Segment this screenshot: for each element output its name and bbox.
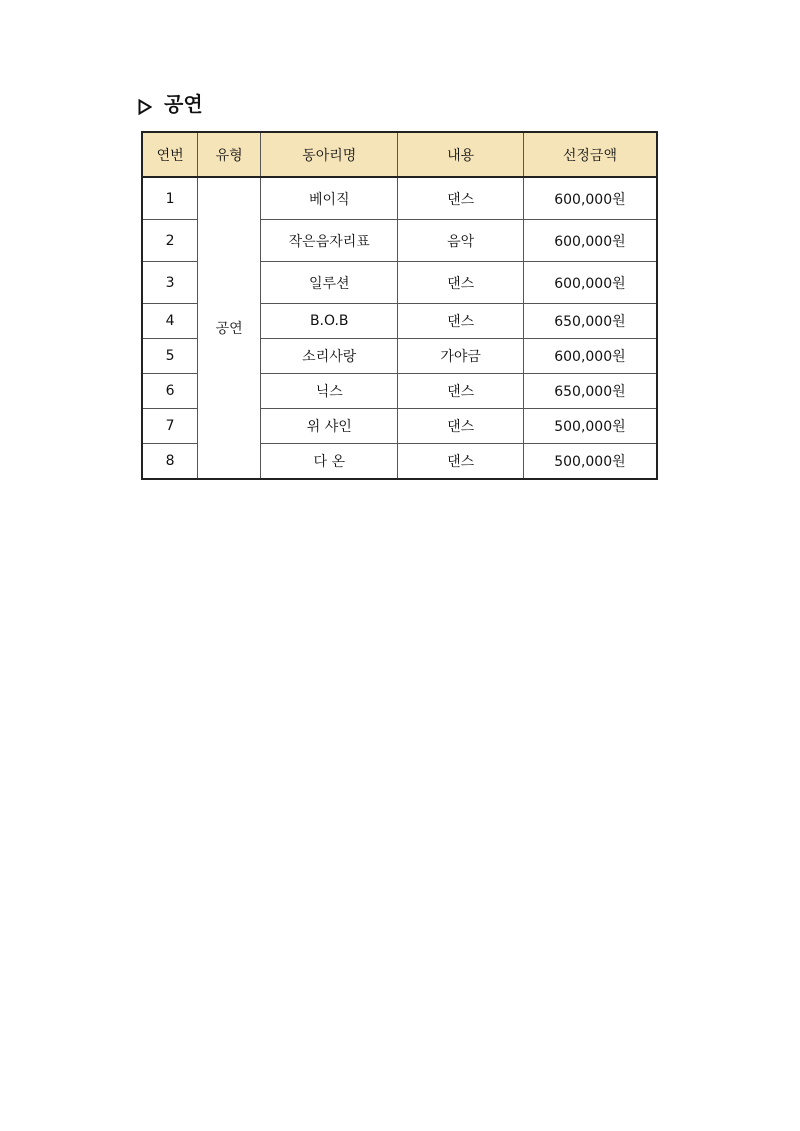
content: 댄스: [398, 409, 523, 444]
row-no: 8: [142, 444, 198, 480]
header-amount: 선정금액: [523, 132, 657, 177]
triangle-right-icon: [138, 96, 152, 112]
header-type: 유형: [198, 132, 261, 177]
table-header-row: [142, 132, 657, 177]
club-name: 위 샤인: [261, 409, 398, 444]
amount: 600,000원: [523, 177, 657, 220]
section-heading: [138, 92, 203, 116]
club-name: B.O.B: [261, 304, 398, 339]
club-name: 일루션: [261, 262, 398, 304]
content: 댄스: [398, 177, 523, 220]
amount: 650,000원: [523, 304, 657, 339]
row-no: 2: [142, 220, 198, 262]
content: 댄스: [398, 444, 523, 480]
amount: 600,000원: [523, 220, 657, 262]
club-name: 베이직: [261, 177, 398, 220]
table-row: [142, 177, 657, 220]
amount: 500,000원: [523, 409, 657, 444]
content: 음악: [398, 220, 523, 262]
amount: 650,000원: [523, 374, 657, 409]
header-no: 연번: [142, 132, 198, 177]
section-title: 공연: [164, 92, 203, 116]
header-club-name: 동아리명: [261, 132, 398, 177]
row-no: 3: [142, 262, 198, 304]
content: 댄스: [398, 304, 523, 339]
type-cell: 공연: [198, 177, 261, 479]
club-name: 소리사랑: [261, 339, 398, 374]
club-name: 닉스: [261, 374, 398, 409]
content: 가야금: [398, 339, 523, 374]
header-content: 내용: [398, 132, 523, 177]
content: 댄스: [398, 262, 523, 304]
club-funding-table: [141, 131, 658, 480]
club-name: 작은음자리표: [261, 220, 398, 262]
row-no: 1: [142, 177, 198, 220]
content: 댄스: [398, 374, 523, 409]
amount: 600,000원: [523, 339, 657, 374]
amount: 500,000원: [523, 444, 657, 480]
row-no: 4: [142, 304, 198, 339]
row-no: 5: [142, 339, 198, 374]
amount: 600,000원: [523, 262, 657, 304]
club-name: 다 온: [261, 444, 398, 480]
row-no: 6: [142, 374, 198, 409]
row-no: 7: [142, 409, 198, 444]
